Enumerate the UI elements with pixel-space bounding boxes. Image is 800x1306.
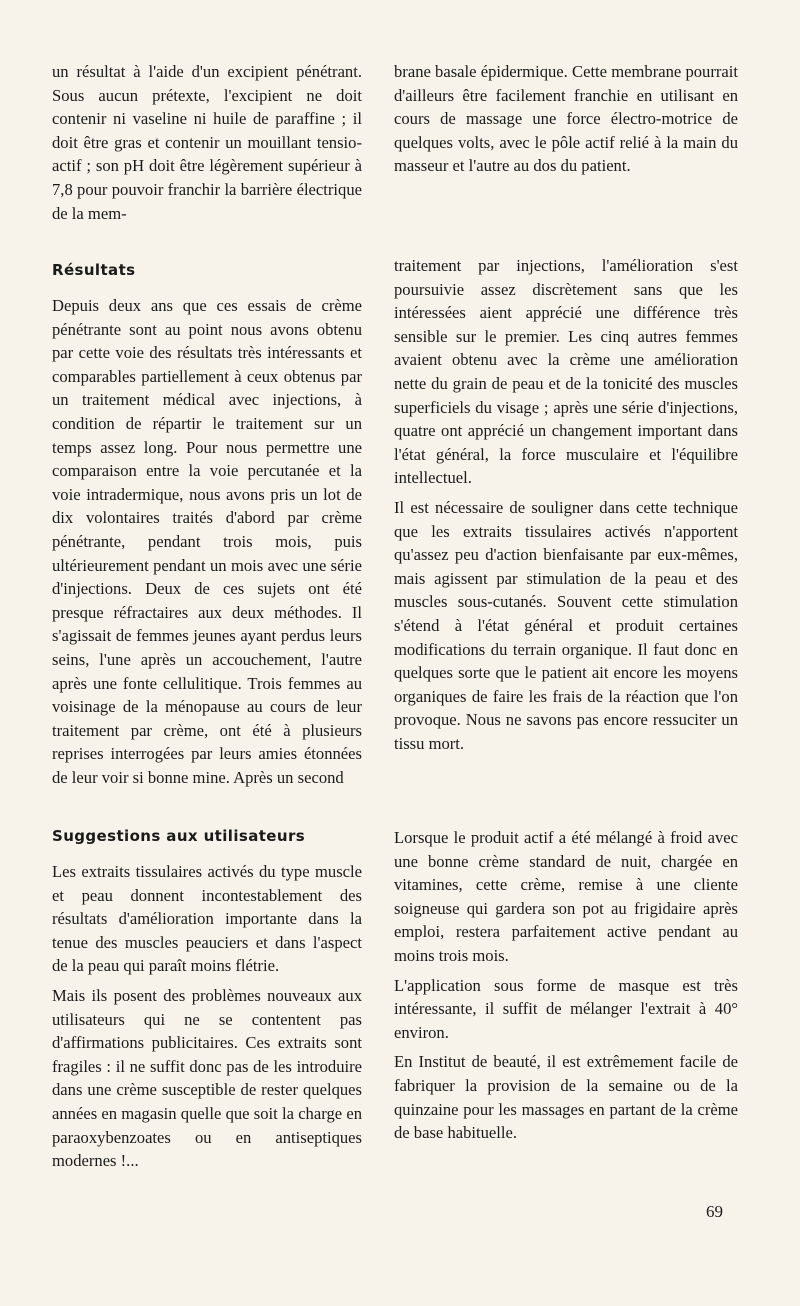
right-suggestions-paragraph-1: Lorsque le produit actif a été mélangé à froid avec une bonne crème standard de nuit, chargée en vitamines, cette crème, remise à une cliente soigneuse qui gardera son pot au frigidaire après emploi, restera parfaitement active pendant au moins trois mois. [394, 828, 738, 965]
right-suggestions-paragraph-3: En Institut de beauté, il est extrêmement facile de fabriquer la provision de la semaine ou de la quinzaine pour les massages en partant de la crème de base habituelle. [394, 1052, 738, 1143]
left-intro-block [52, 60, 362, 231]
suggestions-section [52, 826, 362, 1179]
suggestions-paragraph-1: Les extraits tissulaires activés du type muscle et peau donnent incontestablement des résultats d'amélioration importante dans la tenue des muscles peauciers et dans l'aspect de la peau qui paraît moins flétrie. [52, 862, 362, 976]
right-suggestions-paragraph-2: L'application sous forme de masque est très intéressante, il suffit de mélanger l'extrait à 40° environ. [394, 975, 738, 1042]
results-section [52, 260, 362, 795]
page-number: 69 [706, 1202, 723, 1221]
suggestions-heading: Suggestions aux utilisateurs [52, 827, 306, 845]
suggestions-paragraph-2: Mais ils posent des problèmes nouveaux aux utilisateurs qui ne se contentent pas d'affirmations publicitaires. Ces extraits sont fragiles : il ne suffit donc pas de les introduire dans une crème susceptible de rester quelques années en magasin quelle que soit la charge en paraoxybenzoates ou en antiseptiques modernes !... [52, 985, 362, 1171]
results-heading: Résultats [52, 261, 136, 279]
right-intro-paragraph: brane basale épidermique. Cette membrane pourrait d'ailleurs être facilement franchie en utilisant en cours de massage une force électro-motrice de quelques volts, avec le pôle actif relié à la main du masseur et l'autre au dos du patient. [394, 62, 738, 176]
right-intro-block [394, 60, 738, 184]
right-results-block [394, 254, 738, 761]
right-suggestions-block [394, 826, 738, 1151]
results-paragraph-right-2: Il est nécessaire de souligner dans cette technique que les extraits tissulaires activés n'apportent qu'assez peu d'action bienfaisante par eux-mêmes, mais agissent par stimulation de la peau et des muscles sous-cutanés. Souvent cette stimulation s'étend à l'état général et produit certaines modifications du terrain organique. Il faut donc en quelques sorte que le patient ait encore les moyens organiques de faire les frais de la réaction que l'on provoque. Nous ne savons pas encore ressuciter un tissu mort. [394, 497, 738, 753]
results-paragraph-left: Depuis deux ans que ces essais de crème pénétrante sont au point nous avons obtenu par cette voie des résultats très intéressants et comparables partiellement à ceux obtenus par un traitement médical avec injections, à condition de répartir le traitement sur un temps assez long. Pour nous permettre une comparaison entre la voie percutanée et la voie intradermique, nous avons pris un lot de dix volontaires traités d'abord par crème pénétrante, pendant trois mois, puis ultérieurement pendant un mois avec une série d'injections. Deux de ces sujets ont été presque réfractaires aux deux méthodes. Il s'agissait de femmes jeunes ayant perdus leurs seins, l'une après un accouchement, l'autre après une fonte cellulitique. Trois femmes au voisinage de la ménopause au cours de leur traitement par crème, ont été à plusieurs reprises interrogées par leurs amies étonnées de leur voir si bonne mine. Après un second [52, 296, 362, 787]
left-intro-paragraph: un résultat à l'aide d'un excipient pénétrant. Sous aucun prétexte, l'excipient ne doit contenir ni vaseline ni huile de paraffine ; il doit être gras et contenir un mouillant tensio-actif ; son pH doit être légèrement supérieur à 7,8 pour pouvoir franchir la barrière électrique de la mem- [52, 62, 362, 223]
results-paragraph-right-1: traitement par injections, l'amélioration s'est poursuivie assez discrètement sans que les intéressées aient apprécié une différence très sensible sur le premier. Les cinq autres femmes avaient obtenu avec la crème une amélioration nette du grain de peau et de la tonicité des muscles superficiels du visage ; après une série d'injections, quatre ont apprécié un changement important dans l'état général, la force musculaire et l'équilibre intellectuel. [394, 256, 738, 488]
